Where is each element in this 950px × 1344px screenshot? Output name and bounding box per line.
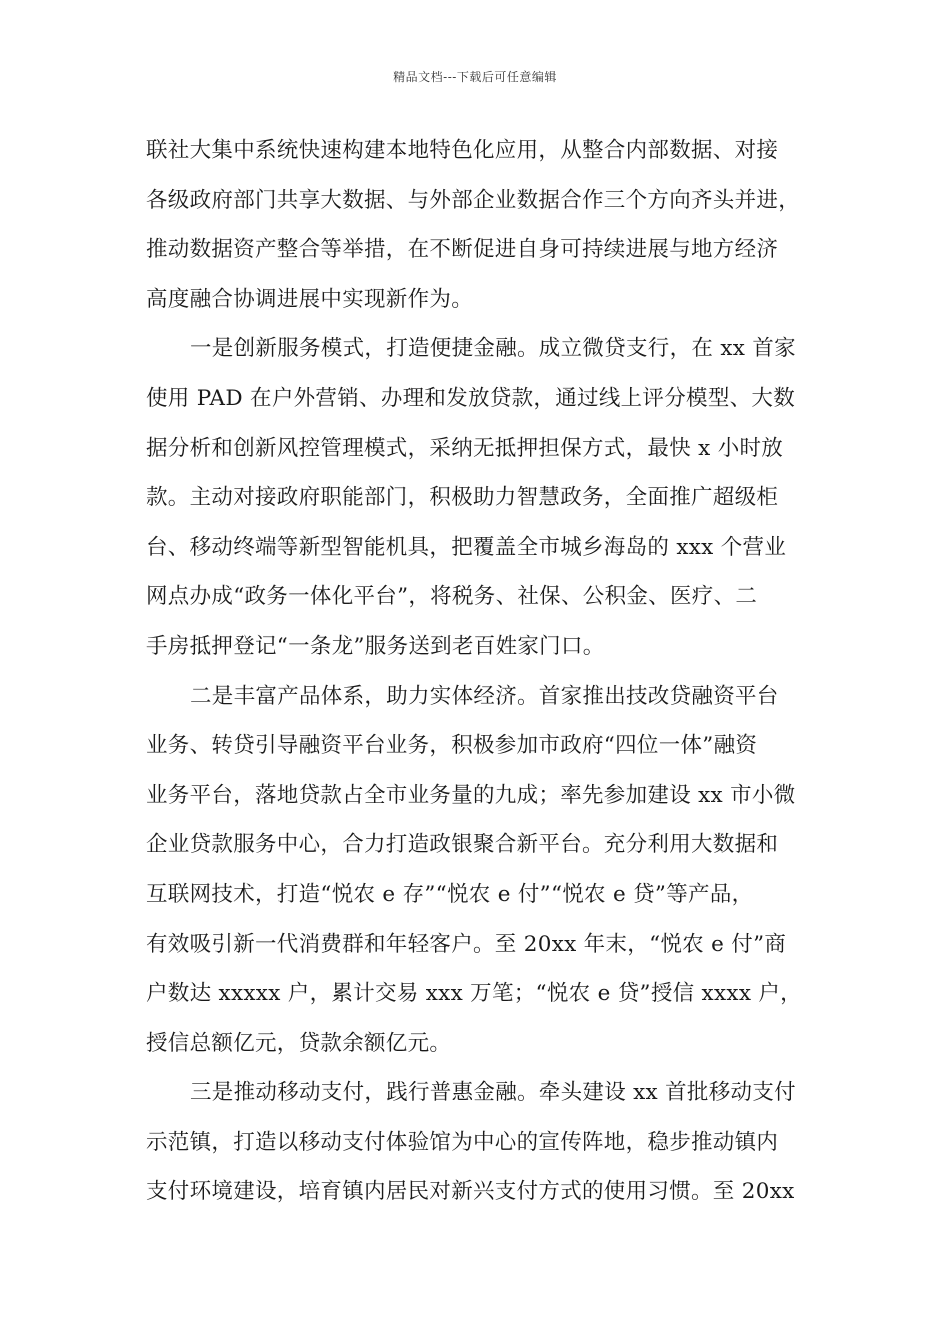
text-line: 一是创新服务模式，打造便捷金融。成立微贷支行，在 xx 首家	[190, 336, 796, 362]
text-line: 各级政府部门共享大数据、与外部企业数据合作三个方向齐头并进，	[146, 187, 801, 213]
text-line: 支付环境建设，培育镇内居民对新兴支付方式的使用习惯。至 20xx	[146, 1179, 795, 1205]
paragraph-product-system	[146, 672, 818, 1069]
text-line: 据分析和创新风控管理模式，采纳无抵押担保方式，最快 x 小时放	[146, 435, 784, 461]
text-line: 台、移动终端等新型智能机具，把覆盖全市城乡海岛的 xxx 个营业	[146, 534, 787, 560]
paragraph-continuation	[146, 126, 818, 324]
document-body	[146, 126, 818, 1217]
text-line: 款。主动对接政府职能部门，积极助力智慧政务，全面推广超级柜	[146, 485, 779, 511]
text-line: 企业贷款服务中心，合力打造政银聚合新平台。充分利用大数据和	[146, 832, 779, 858]
text-line: 业务、转贷引导融资平台业务，积极参加市政府“四位一体”融资	[146, 733, 758, 759]
text-line: 互联网技术，打造“悦农 e 存”“悦农 e 付”“悦农 e 贷”等产品，	[146, 881, 754, 907]
text-line: 业务平台，落地贷款占全市业务量的九成；率先参加建设 xx 市小微	[146, 782, 796, 808]
paragraph-innovation-service	[146, 324, 818, 671]
text-line: 联社大集中系统快速构建本地特色化应用，从整合内部数据、对接	[146, 138, 779, 163]
text-line: 使用 PAD 在户外营销、办理和发放贷款，通过线上评分模型、大数	[146, 385, 796, 411]
page-header: 精品文档---下载后可任意编辑	[393, 70, 557, 84]
text-line: 示范镇，打造以移动支付体验馆为中心的宣传阵地，稳步推动镇内	[146, 1129, 779, 1155]
text-line: 户数达 xxxxx 户，累计交易 xxx 万笔；“悦农 e 贷”授信 xxxx 户，	[146, 981, 802, 1007]
text-line: 有效吸引新一代消费群和年轻客户。至 20xx 年末，“悦农 e 付”商	[146, 931, 787, 957]
text-line: 三是推动移动支付，践行普惠金融。牵头建设 xx 首批移动支付	[190, 1080, 796, 1106]
paragraph-mobile-payment	[146, 1068, 818, 1217]
text-line: 推动数据资产整合等举措，在不断促进自身可持续进展与地方经济	[146, 237, 779, 263]
text-line: 高度融合协调进展中实现新作为。	[146, 286, 474, 312]
text-line: 二是丰富产品体系，助力实体经济。首家推出技改贷融资平台	[190, 683, 779, 709]
text-line: 网点办成“政务一体化平台”，将税务、社保、公积金、医疗、二	[146, 584, 758, 610]
text-line: 授信总额亿元，贷款余额亿元。	[146, 1030, 452, 1056]
text-line: 手房抵押登记“一条龙”服务送到老百姓家门口。	[146, 633, 605, 659]
